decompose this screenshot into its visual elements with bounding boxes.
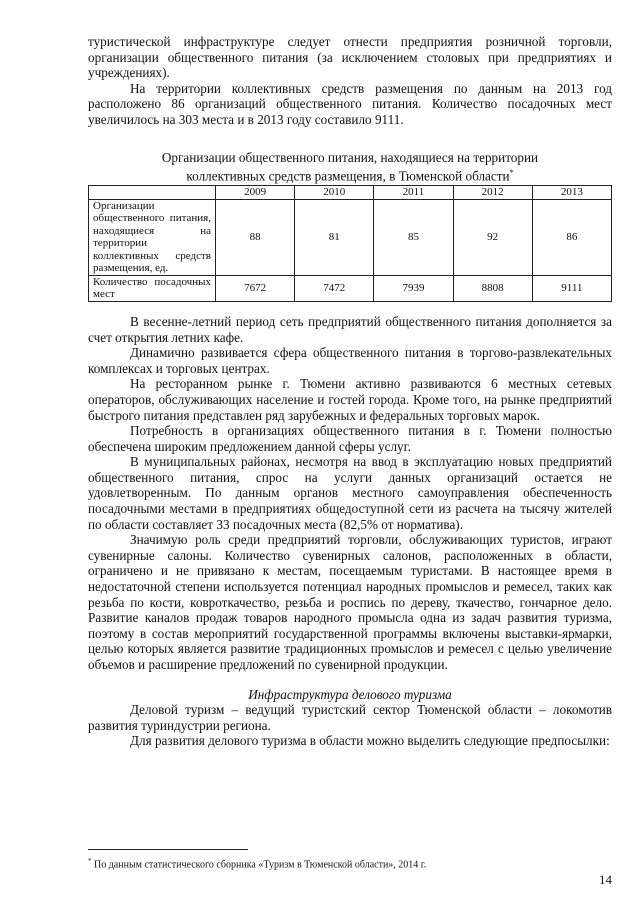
paragraph-bottom-0: Деловой туризм – ведущий туристский сектор Тюменской области – локомотив развития туриндустрии региона. [88, 702, 612, 733]
paragraph-top-1: На территории коллективных средств размещения по данным на 2013 год расположено 86 организаций общественного питания. Количество посадочных мест увеличилось на 303 места и в 2013 году составило 9111. [88, 80, 612, 127]
table-cell: 7672 [216, 275, 295, 301]
paragraph-mid-2: На ресторанном рынке г. Тюмени активно развиваются 6 местных сетевых операторов, обслуживающих население и гостей города. Кроме того, на рынке предприятий быстрого питания представлен ряд зарубежных и федеральных торговых марок. [88, 376, 612, 423]
table-cell: 7939 [374, 275, 453, 301]
paragraph-top-0: туристической инфраструктуре следует отнести предприятия розничной торговли, организации общественного питания (за исключением столовых при предприятиях и учреждениях). [88, 34, 612, 81]
table-cell: 86 [532, 199, 611, 275]
table-header-year: 2012 [453, 185, 532, 199]
table-row [89, 199, 612, 275]
table-header-row [89, 185, 612, 199]
footnote-text: По данным статистического сборника «Туризм в Тюменской области», 2014 г. [91, 859, 427, 871]
table-row [89, 275, 612, 301]
paragraph-bottom-1: Для развития делового туризма в области можно выделить следующие предпосылки: [130, 733, 610, 749]
table-cell: 85 [374, 199, 453, 275]
table-header-year: 2013 [532, 185, 611, 199]
footnote-mark: * [509, 167, 514, 177]
table-row-label: Количество посадочных мест [89, 275, 216, 301]
table-header-year: 2011 [374, 185, 453, 199]
table-cell: 88 [216, 199, 295, 275]
footnote-mark: * [88, 857, 92, 865]
paragraph-mid-3: Потребность в организациях общественного питания в г. Тюмени полностью обеспечена широким предложением данной сферы услуг. [88, 423, 612, 454]
table-caption [88, 150, 612, 183]
footnote [88, 855, 426, 871]
statistics-table [88, 185, 612, 302]
table-header-year: 2009 [216, 185, 295, 199]
table-row-label: Организации общественного питания, находящиеся на территории коллективных средств размещения, ед. [89, 199, 216, 275]
table-header-year: 2010 [295, 185, 374, 199]
table-cell: 8808 [453, 275, 532, 301]
table-cell: 92 [453, 199, 532, 275]
page-number: 14 [599, 872, 612, 887]
paragraph-mid-0: В весенне-летний период сеть предприятий общественного питания дополняется за счет открытия летних кафе. [88, 313, 612, 345]
footnote-divider [88, 849, 248, 850]
table-caption-line2: коллективных средств размещения, в Тюменской области [186, 167, 510, 183]
section-heading: Инфраструктура делового туризма [248, 686, 452, 702]
paragraph-mid-5: Значимую роль среди предприятий торговли, обслуживающих туристов, играют сувенирные салоны. Количество сувенирных салонов, расположенных в области, ограничено и не привязано к местам, посещаемым туристами. В настоящее время в недостаточной степени используется потенциал народных промыслов и ремесел, таких как резьба по кости, ковроткачество, резьба и роспись по дереву, ткачество, гончарное дело. Развитие каналов продаж товаров народного промысла одна из задач развития туризма, поэтому в состав мероприятий государственной программы включены выставки-ярмарки, целью которых является развитие традиционных промыслов и ремесел с целью увеличение объемов и расширение предложений по сувенирной продукции. [88, 532, 612, 673]
table-cell: 9111 [532, 275, 611, 301]
paragraph-mid-1: Динамично развивается сфера общественного питания в торгово-развлекательных комплексах и торговых центрах. [88, 345, 612, 376]
table-header-empty [89, 185, 216, 199]
table-caption-line1: Организации общественного питания, находящиеся на территории [161, 149, 539, 165]
paragraph-mid-4: В муниципальных районах, несмотря на ввод в эксплуатацию новых предприятий общественного питания, спрос на услуги данных организаций остается не удовлетворенным. По данным органов местного самоуправления обеспеченность посадочными местами в предприятиях общедоступной сети из расчета на тысячу жителей по области составляет 33 посадочных места (82,5% от норматива). [88, 454, 612, 532]
table-cell: 7472 [295, 275, 374, 301]
table-cell: 81 [295, 199, 374, 275]
